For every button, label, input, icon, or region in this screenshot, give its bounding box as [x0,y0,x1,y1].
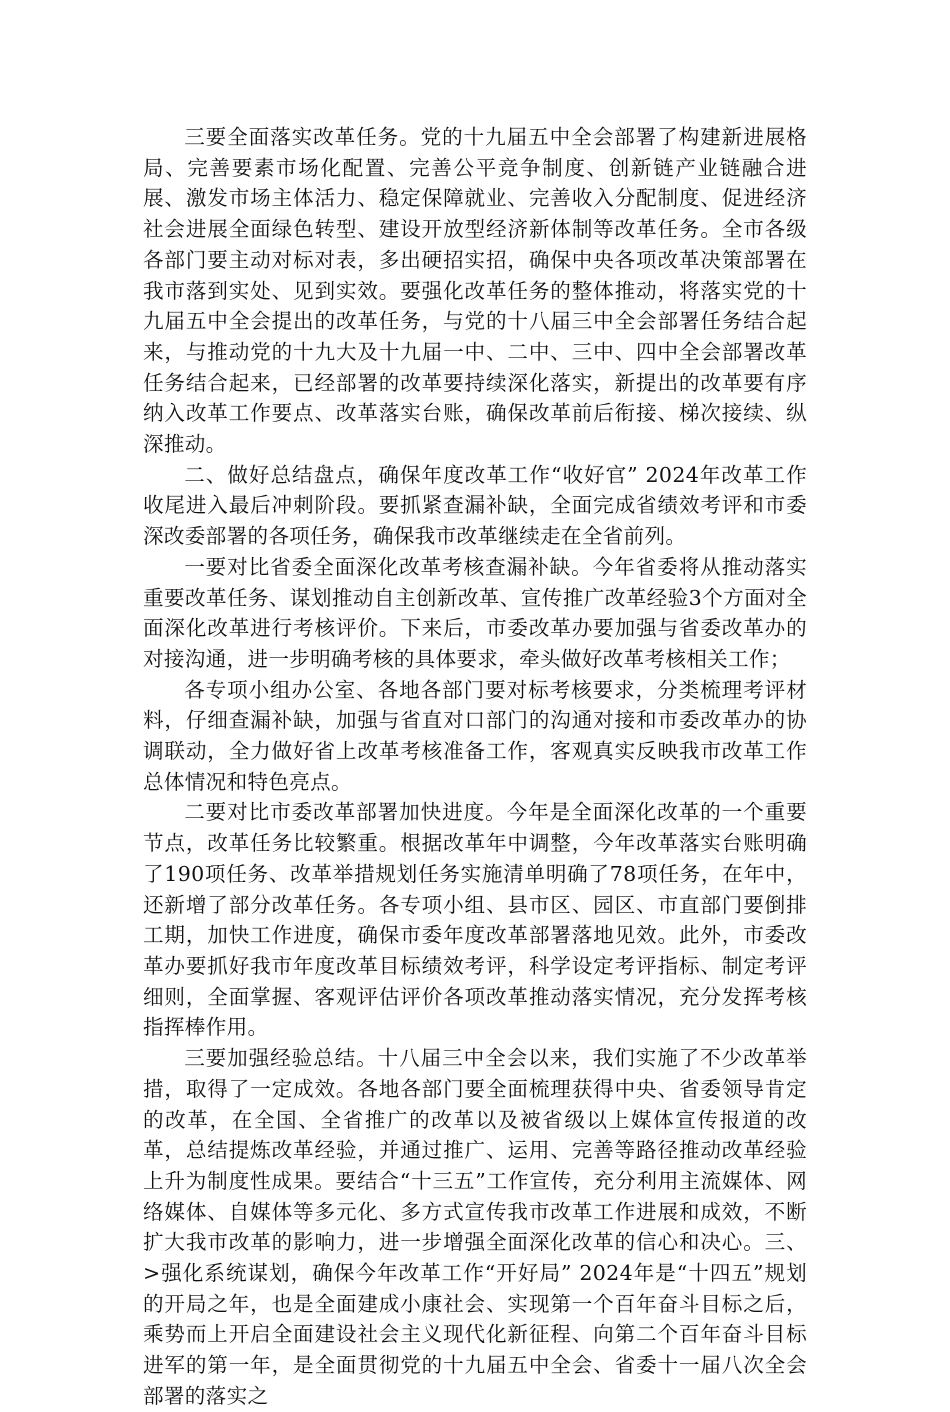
paragraph-special-groups: 各专项小组办公室、各地各部门要对标考核要求，分类梳理考评材料，仔细查漏补缺，加强与省直对口部门的沟通对接和市委改革办的协调联动，全力做好省上改革考核准备工作，客观真实反映我市改革工作总体情况和特色亮点。 [143,677,807,794]
paragraph-reform-tasks: 三要全面落实改革任务。党的十九届五中全会部署了构建新进展格局、完善要素市场化配置、完善公平竞争制度、创新链产业链融合进展、激发市场主体活力、稳定保障就业、完善收入分配制度、促进经济社会进展全面绿色转型、建设开放型经济新体制等改革任务。全市各级各部门要主动对标对表，多出硬招实招，确保中央各项改革决策部署在我市落到实处、见到实效。要强化改革任务的整体推动，将落实党的十九届五中全会提出的改革任务，与党的十八届三中全会部署任务结合起来，与推动党的十九大及十九届一中、二中、三中、四中全会部署改革任务结合起来，已经部署的改革要持续深化落实，新提出的改革要有序纳入改革工作要点、改革落实台账，确保改革前后衔接、梯次接续、纵深推动。 [143,125,807,457]
document-body [143,122,807,1412]
paragraph-experience-summary: 三要加强经验总结。十八届三中全会以来，我们实施了不少改革举措，取得了一定成效。各地各部门要全面梳理获得中央、省委领导肯定的改革，在全国、全省推广的改革以及被省级以上媒体宣传报道的改革，总结提炼改革经验，并通过推广、运用、完善等路径推动改革经验上升为制度性成果。要结合“十三五”工作宣传，充分利用主流媒体、网络媒体、自媒体等多元化、多方式宣传我市改革工作进展和成效，不断扩大我市改革的影响力，进一步增强全面深化改革的信心和决心。三、>强化系统谋划，确保今年改革工作“开好局” 2024年是“十四五”规划的开局之年，也是全面建成小康社会、实现第一个百年奋斗目标之后，乘势而上开启全面建设社会主义现代化新征程、向第二个百年奋斗目标进军的第一年，是全面贯彻党的十九届五中全会、省委十一届八次全会部署的落实之 [143,1046,807,1408]
paragraph-section-two-heading: 二、做好总结盘点，确保年度改革工作“收好官” 2024年改革工作收尾进入最后冲刺阶段。要抓紧查漏补缺，全面完成省绩效考评和市委深改委部署的各项任务，确保我市改革继续走在全省前列。 [143,462,807,549]
paragraph-municipal-progress: 二要对比市委改革部署加快进度。今年是全面深化改革的一个重要节点，改革任务比较繁重。根据改革年中调整，今年改革落实台账明确了190项任务、改革举措规划任务实施清单明确了78项任务，在年中，还新增了部分改革任务。各专项小组、县市区、园区、市直部门要倒排工期，加快工作进度，确保市委年度改革部署落地见效。此外，市委改革办要抓好我市年度改革目标绩效考评，科学设定考评指标、制定考评细则，全面掌握、客观评估评价各项改革推动落实情况，充分发挥考核指挥棒作用。 [143,800,807,1040]
paragraph-provincial-assessment: 一要对比省委全面深化改革考核查漏补缺。今年省委将从推动落实重要改革任务、谋划推动自主创新改革、宣传推广改革经验3个方面对全面深化改革进行考核评价。下来后，市委改革办要加强与省委改革办的对接沟通，进一步明确考核的具体要求，牵头做好改革考核相关工作； [143,554,807,671]
